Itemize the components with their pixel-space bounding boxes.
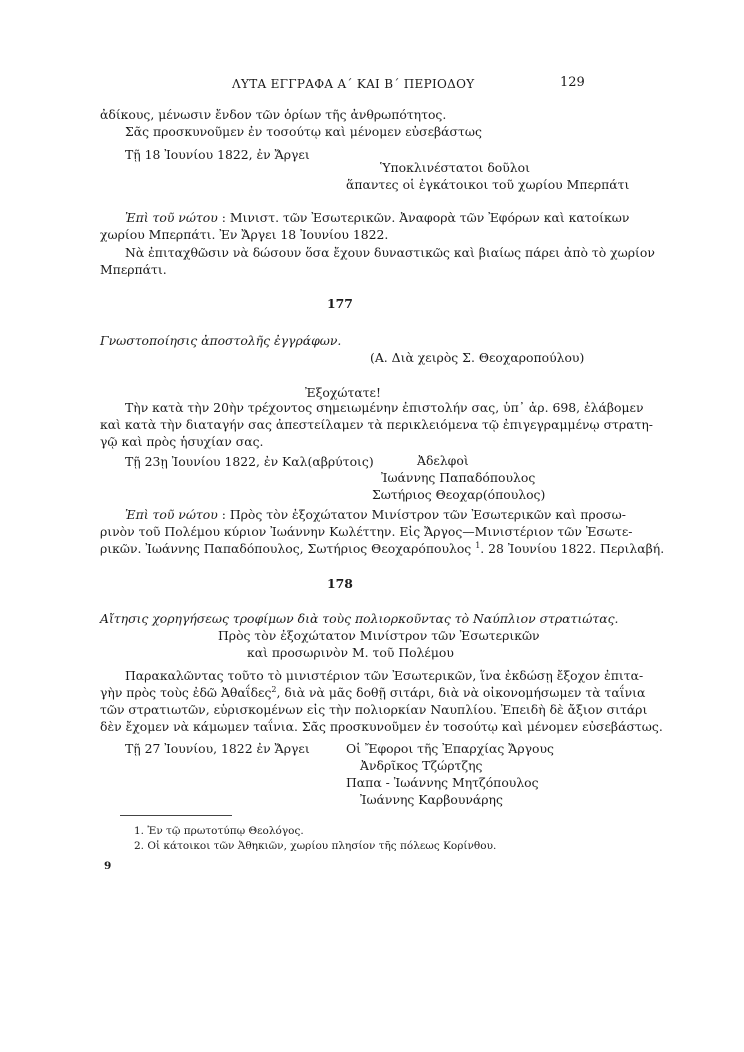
text-segment: , διὰ νὰ μᾶς δοθῇ σιτάρι, διὰ νὰ οἰκονομήσωμεν τὰ ταΐνια (276, 685, 646, 700)
document-title: Αἴτησις χορηγήσεως τροφίμων διὰ τοὺς πολιορκοῦντας τὸ Ναύπλιον στρατιώτας. (100, 611, 619, 626)
text-line: Μπερπάτι. (100, 262, 167, 277)
text-line: καὶ κατὰ τὴν διαταγήν σας ἀπεστείλαμεν τὰ περικλειόμενα τῷ ἐπιγεγραμμένῳ στρατη- (100, 417, 653, 432)
address-line: καὶ προσωρινὸν Μ. τοῦ Πολέμου (247, 645, 454, 660)
document-number: 177 (327, 296, 353, 311)
text-segment: γὴν πρὸς τοὺς ἐδῶ Ἀθαΐδες (100, 685, 272, 700)
verso-note (125, 210, 629, 226)
date-line: Τῇ 23ῃ Ἰουνίου 1822, ἐν Καλ(αβρύτοις) (125, 454, 374, 469)
document-number: 178 (327, 576, 353, 591)
footnote-ref: 1 (475, 540, 481, 550)
text-segment: ρικῶν. Ἰωάννης Παπαδόπουλος, Σωτήριος Θεοχαρόπουλος (100, 541, 472, 556)
signature-line: Οἱ Ἔφοροι τῆς Ἐπαρχίας Ἄργους (346, 741, 554, 756)
text-line: Παρακαλῶντας τοῦτο τὸ μινιστέριον τῶν Ἐσωτερικῶν, ἵνα ἐκδώσῃ ἔξοχον ἐπιτα- (125, 668, 644, 683)
text-line: ἀδίκους, μένωσιν ἔνδον τῶν ὁρίων τῆς ἀνθρωπότητος. (100, 107, 447, 122)
signature-mark: 9 (104, 860, 112, 872)
running-header: ΛΥΤΑ ΕΓΓΡΑΦΑ Α΄ ΚΑΙ Β΄ ΠΕΡΙΟΔΟΥ (232, 77, 475, 91)
footnote: 1. Ἐν τῷ πρωτοτύπῳ Θεολόγος. (134, 825, 304, 837)
text-line: Νὰ ἐπιταχθῶσιν νὰ δώσουν ὅσα ἔχουν δυναστικῶς καὶ βιαίως πάρει ἀπὸ τὸ χωρίον (125, 245, 655, 260)
text-line: ρινὸν τοῦ Πολέμου κύριον Ἰωάννην Κωλέττην. Εἰς Ἄργος—Μινιστέριον τῶν Ἐσωτε- (100, 524, 633, 539)
verso-text: : Μινιστ. τῶν Ἐσωτερικῶν. Ἀναφορὰ τῶν Ἐφόρων καὶ κατοίκων (221, 210, 630, 225)
text-line: Σᾶς προσκυνοῦμεν ἐν τοσούτῳ καὶ μένομεν εὐσεβάστως (125, 124, 482, 139)
text-line: γῷ καὶ πρὸς ἡσυχίαν σας. (100, 434, 264, 449)
verso-label: Ἐπὶ τοῦ νώτου (125, 210, 218, 225)
date-line: Τῇ 18 Ἰουνίου 1822, ἐν Ἄργει (125, 147, 310, 162)
verso-text: : Πρὸς τὸν ἐξοχώτατον Μινίστρον τῶν Ἐσωτερικῶν καὶ προσω- (221, 507, 626, 522)
salutation: Ἐξοχώτατε! (305, 385, 381, 400)
signature-line: Ἀνδρῖκος Τζώρτζης (360, 758, 483, 773)
date-line: Τῇ 27 Ἰουνίου, 1822 ἐν Ἄργει (125, 741, 310, 756)
footnote-ref: 2 (271, 684, 277, 694)
text-line (100, 685, 645, 701)
text-line: δὲν ἔχομεν νὰ κάμωμεν ταΐνια. Σᾶς προσκυνοῦμεν ἐν τοσούτῳ καὶ μένομεν εὐσεβάστως. (100, 719, 663, 734)
address-line: Πρὸς τὸν ἐξοχώτατον Μινίστρον τῶν Ἐσωτερικῶν (218, 628, 540, 643)
text-line: χωρίου Μπερπάτι. Ἐν Ἄργει 18 Ἰουνίου 1822. (100, 227, 389, 242)
signature-line: Παπα - Ἰωάννης Μητζόπουλος (346, 775, 539, 790)
signature-line: Ὑποκλινέστατοι δοῦλοι (380, 160, 530, 175)
text-line: Τὴν κατὰ τὴν 20ὴν τρέχοντος σημειωμένην ἐπιστολήν σας, ὑπ᾽ ἀρ. 698, ἐλάβομεν (125, 400, 644, 415)
verso-label: Ἐπὶ τοῦ νώτου (125, 507, 218, 522)
document-title: Γνωστοποίησις ἀποστολῆς ἐγγράφων. (100, 333, 342, 348)
text-line (100, 541, 664, 557)
verso-note (125, 507, 626, 523)
signature-line: ἅπαντες οἱ ἐγκάτοικοι τοῦ χωρίου Μπερπάτι (346, 177, 630, 192)
text-line: τῶν στρατιωτῶν, εὑρισκομένων εἰς τὴν πολιορκίαν Ναυπλίου. Ἐπειδὴ δὲ ἄξιον σιτάρι (100, 702, 648, 717)
signature-line: Σωτήριος Θεοχαρ(όπουλος) (372, 487, 546, 502)
footnote: 2. Οἱ κάτοικοι τῶν Ἀθηκιῶν, χωρίου πλησίον τῆς πόλεως Κορίνθου. (134, 840, 497, 852)
signature-line: Ἰωάννης Καρβουνάρης (360, 792, 503, 807)
signature-line: Ἀδελφοὶ (417, 453, 469, 468)
footnote-rule (120, 815, 232, 816)
signature-line: Ἰωάννης Παπαδόπουλος (381, 470, 536, 485)
page-number: 129 (560, 75, 585, 90)
text-segment: . 28 Ἰουνίου 1822. Περιλαβή. (480, 541, 665, 556)
carrier-note: (Α. Διὰ χειρὸς Σ. Θεοχαροπούλου) (370, 350, 585, 365)
